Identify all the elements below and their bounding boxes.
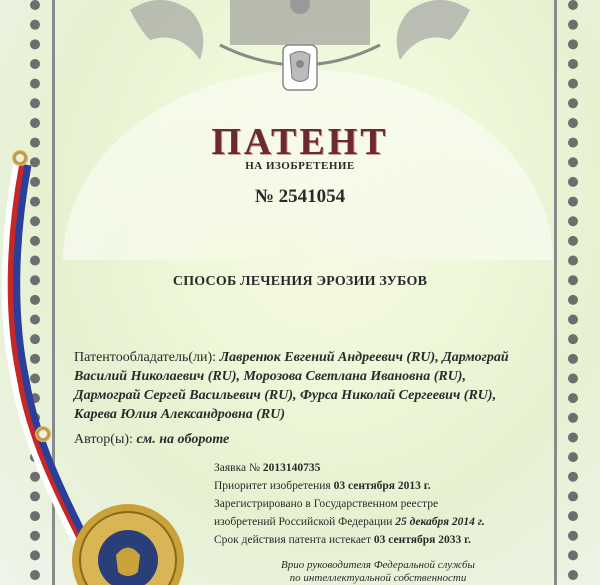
authors-label: Автор(ы): [74,432,133,447]
priority-label: Приоритет изобретения [214,480,331,492]
holders-label: Патентообладатель(ли): [74,350,217,365]
signatory-block [228,559,528,585]
registered-row-1 [214,495,524,513]
registered-label-2: изобретений Российской Федерации [214,516,393,528]
holders-value: Лавренюк Евгений Андреевич (RU), Дармограй Василий Николаевич (RU), Морозова Светлана Ивановна (RU), Дармограй Сергей Васильевич (RU), Фурса Николай Сергеевич (RU), Карева Юлия Александровна (RU) [74,350,509,422]
registered-label-1: Зарегистрировано в Государственном реестре [214,498,439,510]
top-grommet-icon [12,150,28,166]
patent-subtitle: НА ИЗОБРЕТЕНИЕ [245,160,355,172]
expiry-label: Срок действия патента истекает [214,534,372,546]
signatory-line-1: Врио руководителя Федеральной службы [281,559,475,571]
signatory-line-2: по интеллектуальной собственности [289,572,467,584]
registered-date: 25 декабря 2014 г. [395,516,485,528]
kremlin-emblem-icon [120,0,480,110]
authors-value: см. на обороте [136,432,230,447]
invention-title: СПОСОБ ЛЕЧЕНИЯ ЭРОЗИИ ЗУБОВ [172,274,428,289]
priority-row [214,477,524,495]
bottom-grommet-icon [35,426,51,442]
patent-title: ПАТЕНТ [211,121,389,163]
registration-block [214,459,524,549]
registered-row-2 [214,513,524,531]
application-row [214,459,524,477]
priority-date: 03 сентября 2013 г. [333,480,431,492]
expiry-date: 03 сентября 2033 г. [373,534,471,546]
patent-holders [74,348,514,424]
authors [74,432,514,448]
gold-seal-icon [68,500,188,585]
application-number: 2013140735 [262,462,321,474]
application-label: Заявка № [214,462,260,474]
expiry-row [214,531,524,549]
patent-number: № 2541054 [254,186,346,207]
